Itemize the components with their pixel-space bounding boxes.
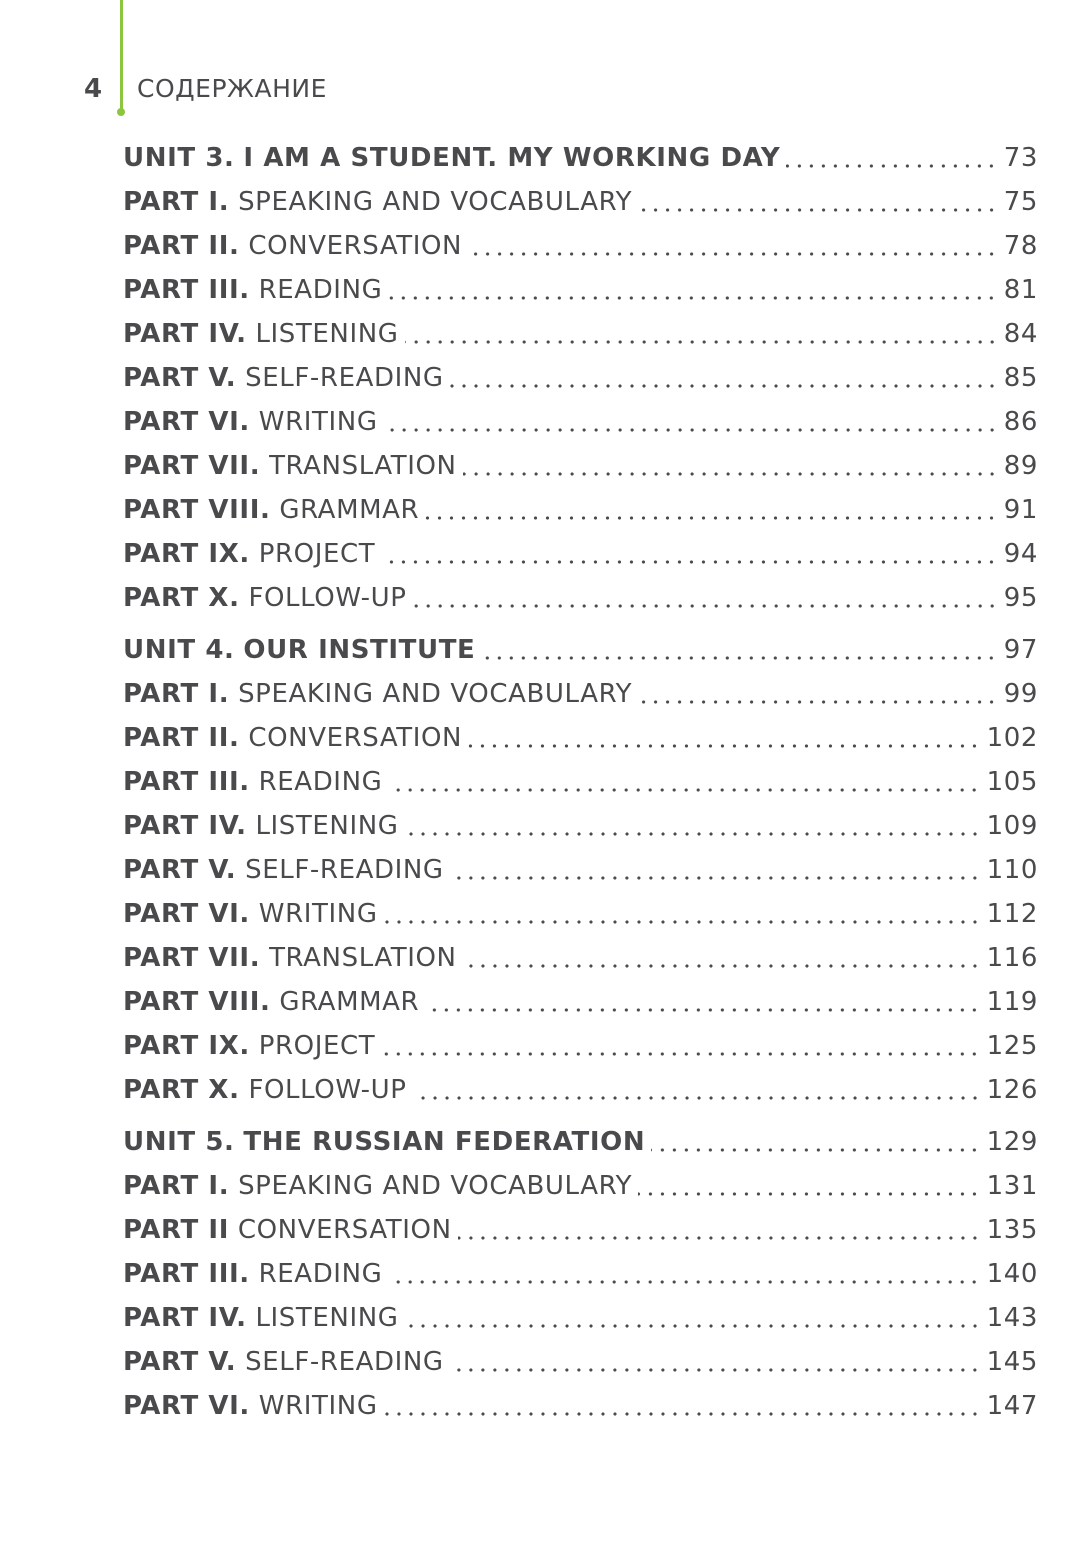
unit-title: OUR INSTITUTE [243, 635, 476, 665]
page-ref: 94 [1003, 539, 1038, 569]
page-ref: 112 [986, 899, 1038, 929]
page-ref: 78 [1003, 231, 1038, 261]
part-number: PART IV. [123, 319, 247, 349]
page-ref: 147 [986, 1391, 1038, 1421]
part-number: PART I. [123, 187, 230, 217]
dot-leader [450, 876, 981, 880]
part-title: SPEAKING AND VOCABULARY [238, 187, 633, 217]
toc-part-entry[interactable] [123, 1296, 1038, 1340]
toc-part-entry[interactable] [123, 804, 1038, 848]
part-title: CONVERSATION [248, 723, 463, 753]
page-number: 4 [84, 74, 103, 104]
toc-part-entry[interactable] [123, 1340, 1038, 1384]
entry-label [123, 1164, 632, 1208]
part-number: PART VII. [123, 943, 261, 973]
dot-leader [425, 1008, 980, 1012]
part-title: SELF-READING [245, 363, 444, 393]
part-title: CONVERSATION [248, 231, 463, 261]
entry-label [123, 716, 462, 760]
toc-part-entry[interactable] [123, 1252, 1038, 1296]
toc-part-entry[interactable] [123, 1024, 1038, 1068]
entry-label [123, 488, 419, 532]
toc-part-entry[interactable] [123, 444, 1038, 488]
page-ref: 85 [1003, 363, 1038, 393]
entry-label [123, 576, 407, 620]
toc-part-entry[interactable] [123, 1164, 1038, 1208]
toc-part-entry[interactable] [123, 716, 1038, 760]
toc-part-entry[interactable] [123, 224, 1038, 268]
part-number: PART V. [123, 363, 237, 393]
part-number: PART V. [123, 855, 237, 885]
page-ref: 84 [1003, 319, 1038, 349]
page-ref: 89 [1003, 451, 1038, 481]
entry-label [123, 936, 457, 980]
part-number: PART VIII. [123, 987, 271, 1017]
toc-part-entry[interactable] [123, 892, 1038, 936]
page-title: СОДЕРЖАНИЕ [137, 74, 327, 103]
dot-leader [413, 604, 998, 608]
entry-label [123, 356, 444, 400]
part-title: WRITING [258, 407, 378, 437]
entry-label [123, 892, 378, 936]
dot-leader [481, 656, 997, 660]
part-number: PART V. [123, 1347, 237, 1377]
part-title: GRAMMAR [279, 987, 420, 1017]
page-ref: 97 [1003, 635, 1038, 665]
page-ref: 140 [986, 1259, 1038, 1289]
part-number: PART VIII. [123, 495, 271, 525]
page-ref: 75 [1003, 187, 1038, 217]
entry-label [123, 1296, 399, 1340]
dot-leader [388, 1280, 980, 1284]
toc-part-entry[interactable] [123, 312, 1038, 356]
toc-part-entry[interactable] [123, 532, 1038, 576]
part-number: PART IX. [123, 1031, 250, 1061]
toc-part-entry[interactable] [123, 180, 1038, 224]
page-ref: 119 [986, 987, 1038, 1017]
unit-number: UNIT 3. [123, 143, 235, 173]
dot-leader [405, 340, 998, 344]
toc-part-entry[interactable] [123, 672, 1038, 716]
table-of-contents [123, 136, 1038, 1436]
entry-label [123, 532, 375, 576]
unit-number: UNIT 5. [123, 1127, 235, 1157]
dot-leader [388, 296, 997, 300]
dot-leader [405, 1324, 981, 1328]
dot-leader [384, 1412, 981, 1416]
part-title: TRANSLATION [269, 451, 457, 481]
dot-leader [384, 428, 998, 432]
entry-label [123, 180, 632, 224]
dot-leader [388, 788, 980, 792]
part-number: PART I. [123, 679, 230, 709]
dot-leader [425, 516, 998, 520]
part-title: WRITING [258, 1391, 378, 1421]
entry-label [123, 1384, 378, 1428]
page-ref: 143 [986, 1303, 1038, 1333]
unit-title: I AM A STUDENT. MY WORKING DAY [243, 143, 781, 173]
page-ref: 131 [986, 1171, 1038, 1201]
page-ref: 135 [986, 1215, 1038, 1245]
header-accent-rule [120, 0, 123, 112]
page-ref: 81 [1003, 275, 1038, 305]
toc-part-entry[interactable] [123, 980, 1038, 1024]
dot-leader [651, 1148, 980, 1152]
entry-label [123, 628, 475, 672]
dot-leader [638, 1192, 980, 1196]
toc-unit-group [123, 1120, 1038, 1428]
page-ref: 86 [1003, 407, 1038, 437]
dot-leader [450, 1368, 981, 1372]
part-number: PART III. [123, 275, 250, 305]
part-number: PART VI. [123, 899, 250, 929]
toc-part-entry[interactable] [123, 356, 1038, 400]
part-number: PART VI. [123, 407, 250, 437]
toc-unit-entry[interactable] [123, 1120, 1038, 1164]
toc-unit-group [123, 136, 1038, 620]
toc-part-entry[interactable] [123, 936, 1038, 980]
entry-label [123, 312, 399, 356]
part-title: SPEAKING AND VOCABULARY [238, 1171, 633, 1201]
unit-number: UNIT 4. [123, 635, 235, 665]
dot-leader [450, 384, 998, 388]
toc-part-entry[interactable] [123, 268, 1038, 312]
header-accent-dot [117, 108, 125, 116]
part-number: PART IX. [123, 539, 250, 569]
toc-part-entry[interactable] [123, 400, 1038, 444]
part-number: PART II [123, 1215, 229, 1245]
entry-label [123, 224, 462, 268]
page-ref: 73 [1003, 143, 1038, 173]
entry-label [123, 804, 399, 848]
part-title: FOLLOW-UP [248, 583, 407, 613]
part-title: LISTENING [255, 319, 399, 349]
page-ref: 95 [1003, 583, 1038, 613]
toc-part-entry[interactable] [123, 848, 1038, 892]
toc-unit-entry[interactable] [123, 136, 1038, 180]
part-title: SELF-READING [245, 1347, 444, 1377]
part-number: PART III. [123, 1259, 250, 1289]
part-number: PART VI. [123, 1391, 250, 1421]
entry-label [123, 1252, 382, 1296]
dot-leader [405, 832, 981, 836]
dot-leader [381, 560, 997, 564]
toc-part-entry[interactable] [123, 1208, 1038, 1252]
part-title: GRAMMAR [279, 495, 420, 525]
dot-leader [786, 164, 997, 168]
entry-label [123, 760, 382, 804]
page-ref: 105 [986, 767, 1038, 797]
entry-label [123, 1208, 452, 1252]
toc-part-entry[interactable] [123, 576, 1038, 620]
toc-unit-group [123, 628, 1038, 1112]
part-title: READING [258, 1259, 383, 1289]
part-number: PART IV. [123, 811, 247, 841]
unit-title: THE RUSSIAN FEDERATION [243, 1127, 646, 1157]
page-ref: 91 [1003, 495, 1038, 525]
entry-label [123, 848, 444, 892]
entry-label [123, 400, 378, 444]
part-number: PART II. [123, 723, 240, 753]
page-ref: 145 [986, 1347, 1038, 1377]
part-title: SPEAKING AND VOCABULARY [238, 679, 633, 709]
entry-label [123, 1120, 645, 1164]
dot-leader [458, 1236, 981, 1240]
part-title: PROJECT [258, 1031, 376, 1061]
dot-leader [384, 920, 981, 924]
entry-label [123, 672, 632, 716]
part-number: PART VII. [123, 451, 261, 481]
part-title: TRANSLATION [269, 943, 457, 973]
part-title: PROJECT [258, 539, 376, 569]
dot-leader [638, 700, 998, 704]
part-number: PART I. [123, 1171, 230, 1201]
toc-unit-entry[interactable] [123, 628, 1038, 672]
part-number: PART X. [123, 1075, 240, 1105]
dot-leader [381, 1052, 980, 1056]
page-ref: 126 [986, 1075, 1038, 1105]
entry-label [123, 1340, 444, 1384]
dot-leader [638, 208, 998, 212]
dot-leader [463, 472, 998, 476]
entry-label [123, 1024, 375, 1068]
page-ref: 110 [986, 855, 1038, 885]
page-ref: 116 [986, 943, 1038, 973]
part-title: LISTENING [255, 1303, 399, 1333]
entry-label [123, 136, 780, 180]
dot-leader [413, 1096, 981, 1100]
entry-label [123, 1068, 407, 1112]
dot-leader [463, 964, 981, 968]
page-ref: 99 [1003, 679, 1038, 709]
part-title: WRITING [258, 899, 378, 929]
part-title: FOLLOW-UP [248, 1075, 407, 1105]
part-number: PART IV. [123, 1303, 247, 1333]
entry-label [123, 980, 419, 1024]
page-ref: 125 [986, 1031, 1038, 1061]
part-number: PART II. [123, 231, 240, 261]
toc-part-entry[interactable] [123, 760, 1038, 804]
part-number: PART X. [123, 583, 240, 613]
part-number: PART III. [123, 767, 250, 797]
entry-label [123, 444, 457, 488]
toc-part-entry[interactable] [123, 488, 1038, 532]
entry-label [123, 268, 382, 312]
dot-leader [468, 744, 980, 748]
part-title: READING [258, 767, 383, 797]
page-ref: 102 [986, 723, 1038, 753]
dot-leader [468, 252, 998, 256]
part-title: LISTENING [255, 811, 399, 841]
page-ref: 109 [986, 811, 1038, 841]
toc-part-entry[interactable] [123, 1068, 1038, 1112]
toc-part-entry[interactable] [123, 1384, 1038, 1428]
part-title: READING [258, 275, 383, 305]
part-title: SELF-READING [245, 855, 444, 885]
part-title: CONVERSATION [237, 1215, 452, 1245]
page-ref: 129 [986, 1127, 1038, 1157]
